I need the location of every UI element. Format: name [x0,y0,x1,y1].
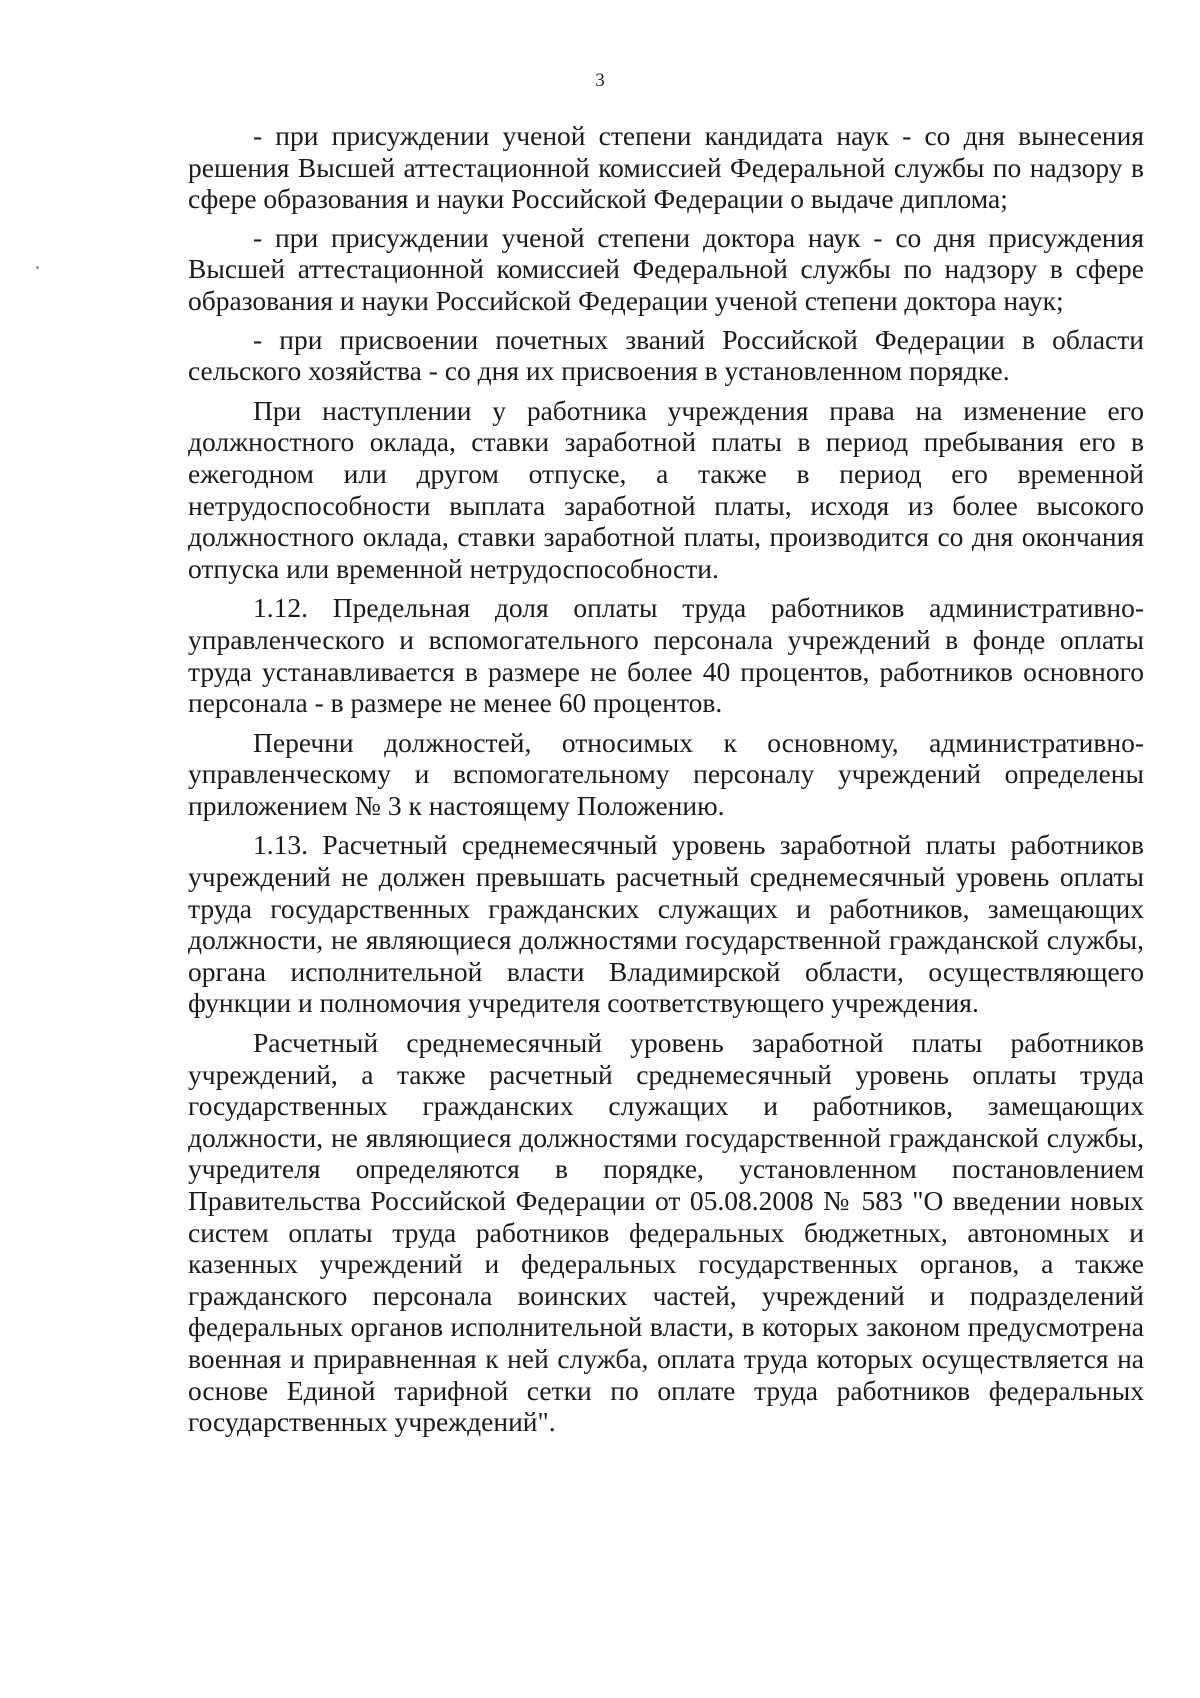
page-number: 3 [595,70,605,91]
scan-speck [36,266,39,269]
paragraph: При наступлении у работника учреждения права на изменение его должностного оклада, ставки заработной платы в период пребывания его в ежегодном или другом отпуске, а также в период его временной нетрудоспособности выплата заработной платы, исходя из более высокого должностного оклада, ставки заработной платы, производится со дня окончания отпуска или временной нетрудоспособности. [188,394,1144,584]
paragraph: Перечни должностей, относимых к основному, административно-управленческому и вспомогательному персоналу учреждений определены приложением № 3 к настоящему Положению. [188,726,1144,821]
document-body [188,120,1144,1438]
paragraph: - при присуждении ученой степени кандидата наук - со дня вынесения решения Высшей аттестационной комиссией Федеральной службы по надзору в сфере образования и науки Российской Федерации о выдаче диплома; [188,120,1144,215]
paragraph: - при присуждении ученой степени доктора наук - со дня присуждения Высшей аттестационной комиссией Федеральной службы по надзору в сфере образования и науки Российской Федерации ученой степени доктора наук; [188,221,1144,316]
paragraph: 1.13. Расчетный среднемесячный уровень заработной платы работников учреждений не должен превышать расчетный среднемесячный уровень оплаты труда государственных гражданских служащих и работников, замещающих должности, не являющиеся должностями государственной гражданской службы, органа исполнительной власти Владимирской области, осуществляющего функции и полномочия учредителя соответствующего учреждения. [188,829,1144,1019]
paragraph: 1.12. Предельная доля оплаты труда работников административно-управленческого и вспомогательного персонала учреждений в фонде оплаты труда устанавливается в размере не более 40 процентов, работников основного персонала - в размере не менее 60 процентов. [188,592,1144,719]
paragraph: Расчетный среднемесячный уровень заработной платы работников учреждений, а также расчетный среднемесячный уровень оплаты труда государственных гражданских служащих и работников, замещающих должности, не являющиеся должностями государственной гражданской службы, учредителя определяются в порядке, установленном постановлением Правительства Российской Федерации от 05.08.2008 № 583 "О введении новых систем оплаты труда работников федеральных бюджетных, автономных и казенных учреждений и федеральных государственных органов, а также гражданского персонала воинских частей, учреждений и подразделений федеральных органов исполнительной власти, в которых законом предусмотрена военная и приравненная к ней служба, оплата труда которых осуществляется на основе Единой тарифной сетки по оплате труда работников федеральных государственных учреждений". [188,1027,1144,1438]
paragraph: - при присвоении почетных званий Российской Федерации в области сельского хозяйства - со дня их присвоения в установленном порядке. [188,323,1144,387]
